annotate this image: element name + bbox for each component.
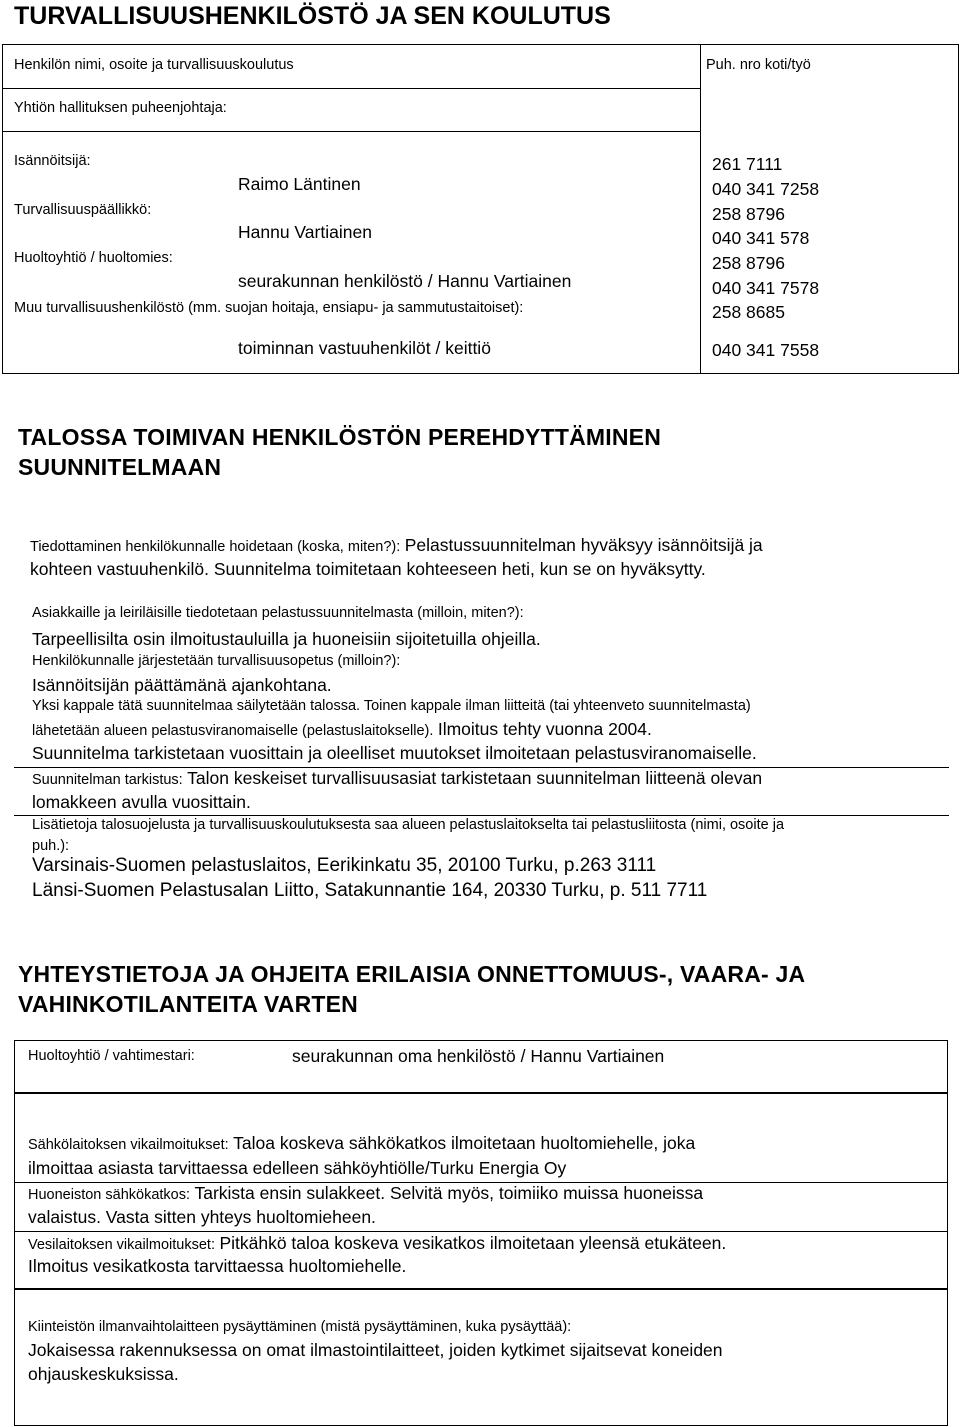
caretaker-label: Huoltoyhtiö / vahtimestari: <box>28 1048 195 1064</box>
header-phone-label: Puh. nro koti/työ <box>706 57 811 73</box>
staff-row-divider <box>2 131 700 132</box>
q2-answer: Tarpeellisilta osin ilmoitustauluilla ja huoneisiin sijoitetuilla ohjeilla. <box>32 629 541 649</box>
maintenance-name: seurakunnan henkilöstö / Hannu Vartiainen <box>238 271 572 291</box>
q3-label: Henkilökunnalle järjestetään turvallisuusopetus (milloin?): <box>32 653 401 669</box>
apartment-power-row <box>28 1183 703 1204</box>
electricity-fault-value: Taloa koskeva sähkökatkos ilmoitetaan huoltomiehelle, joka <box>233 1133 696 1153</box>
manager-label: Isännöitsijä: <box>14 153 91 169</box>
q2-label: Asiakkaille ja leiriläisille tiedotetaan pelastussuunnitelmasta (milloin, miten?): <box>32 605 524 621</box>
section-title-contacts-line2: VAHINKOTILANTEITA VARTEN <box>18 991 358 1017</box>
copies-note-continued: lähetetään alueen pelastusviranomaiselle (pelastuslaitokselle). <box>32 723 434 739</box>
maintenance-phone-work: 040 341 7578 <box>712 278 820 298</box>
water-row <box>28 1233 726 1254</box>
ventilation-value: Jokaisessa rakennuksessa on omat ilmastointilaitteet, joiden kytkimet sijaitsevat koneiden <box>28 1340 723 1360</box>
manager-phone-work: 040 341 7258 <box>712 179 820 199</box>
other-staff-phone-home: 258 8685 <box>712 302 785 322</box>
annual-review-note: Suunnitelma tarkistetaan vuosittain ja oleelliset muutokset ilmoitetaan pelastusviranomaiselle. <box>32 743 757 763</box>
electricity-fault-value-continued: ilmoittaa asiasta tarvittaessa edelleen sähköyhtiölle/Turku Energia Oy <box>28 1158 567 1178</box>
copies-row <box>32 719 652 740</box>
review-answer: Talon keskeiset turvallisuusasiat tarkistetaan suunnitelman liitteenä olevan <box>187 768 763 788</box>
separator-line <box>14 815 949 816</box>
apartment-power-label: Huoneiston sähkökatkos: <box>28 1187 191 1203</box>
review-label: Suunnitelman tarkistus: <box>32 772 183 788</box>
section-title-orientation-line2: SUUNNITELMAAN <box>18 454 222 480</box>
water-fault-label: Vesilaitoksen vikailmoitukset: <box>28 1237 215 1253</box>
copies-note: Yksi kappale tätä suunnitelmaa säilytetään talossa. Toinen kappale ilman liitteitä (tai yhteenveto suunnitelmasta) <box>32 698 751 714</box>
q1-row <box>30 535 763 556</box>
security-phone-work: 040 341 578 <box>712 228 810 248</box>
other-staff-label: Muu turvallisuushenkilöstö (mm. suojan hoitaja, ensiapu- ja sammutustaitoiset): <box>14 300 524 316</box>
rescue-association-contact: Länsi-Suomen Pelastusalan Liitto, Satakunnantie 164, 20330 Turku, p. 511 7711 <box>32 880 708 901</box>
caretaker-value: seurakunnan oma henkilöstö / Hannu Vartiainen <box>292 1046 665 1066</box>
staff-table-divider <box>700 44 701 374</box>
separator-line <box>14 1231 948 1232</box>
water-fault-value: Pitkähkö taloa koskeva vesikatkos ilmoitetaan yleensä etukäteen. <box>219 1233 727 1253</box>
rescue-department-contact: Varsinais-Suomen pelastuslaitos, Eerikinkatu 35, 20100 Turku, p.263 3111 <box>32 855 657 876</box>
header-name-label: Henkilön nimi, osoite ja turvallisuuskoulutus <box>14 57 294 73</box>
section-title-orientation-line1: TALOSSA TOIMIVAN HENKILÖSTÖN PEREHDYTTÄMINEN <box>18 424 662 450</box>
staff-row-divider <box>2 88 700 89</box>
other-staff-name: toiminnan vastuuhenkilöt / keittiö <box>238 338 491 358</box>
security-phone-home: 258 8796 <box>712 204 785 224</box>
ventilation-value-continued: ohjauskeskuksissa. <box>28 1364 179 1384</box>
maintenance-phone-home: 258 8796 <box>712 253 785 273</box>
security-name: Hannu Vartiainen <box>238 222 372 242</box>
manager-phone-home: 261 7111 <box>712 154 783 174</box>
notification-year: Ilmoitus tehty vuonna 2004. <box>437 719 652 739</box>
extra-info-label-continued: puh.): <box>32 838 70 854</box>
other-staff-phone-work: 040 341 7558 <box>712 340 820 360</box>
electricity-fault-label: Sähkölaitoksen vikailmoitukset: <box>28 1137 229 1153</box>
q1-label: Tiedottaminen henkilökunnalle hoidetaan (koska, miten?): <box>30 539 401 555</box>
security-label: Turvallisuuspäällikkö: <box>14 202 152 218</box>
manager-name: Raimo Läntinen <box>238 174 361 194</box>
water-fault-value-continued: Ilmoitus vesikatkosta tarvittaessa huoltomiehelle. <box>28 1256 407 1276</box>
extra-info-label: Lisätietoja talosuojelusta ja turvallisuuskoulutuksesta saa alueen pelastuslaitokselta tai pelastusliitosta (nimi, osoite ja <box>32 817 785 833</box>
review-answer-continued: lomakkeen avulla vuosittain. <box>32 792 251 812</box>
apartment-power-value: Tarkista ensin sulakkeet. Selvitä myös, toimiiko muissa huoneissa <box>194 1183 704 1203</box>
chairman-label: Yhtiön hallituksen puheenjohtaja: <box>14 100 227 116</box>
electricity-row <box>28 1133 695 1154</box>
page-title: TURVALLISUUSHENKILÖSTÖ JA SEN KOULUTUS <box>14 2 611 30</box>
apartment-power-value-continued: valaistus. Vasta sitten yhteys huoltomieheen. <box>28 1207 376 1227</box>
q1-answer-continued: kohteen vastuuhenkilö. Suunnitelma toimitetaan kohteeseen heti, kun se on hyväksytty. <box>30 559 706 579</box>
maintenance-label: Huoltoyhtiö / huoltomies: <box>14 250 173 266</box>
q1-answer-start: Pelastussuunnitelman hyväksyy isännöitsijä ja <box>404 535 763 555</box>
section-title-contacts-line1: YHTEYSTIETOJA JA OHJEITA ERILAISIA ONNETTOMUUS-, VAARA- JA <box>18 961 806 987</box>
review-row <box>32 768 762 789</box>
q3-answer: Isännöitsijän päättämänä ajankohtana. <box>32 675 332 695</box>
ventilation-label: Kiinteistön ilmanvaihtolaitteen pysäyttäminen (mistä pysäyttäminen, kuka pysäyttää): <box>28 1319 572 1335</box>
